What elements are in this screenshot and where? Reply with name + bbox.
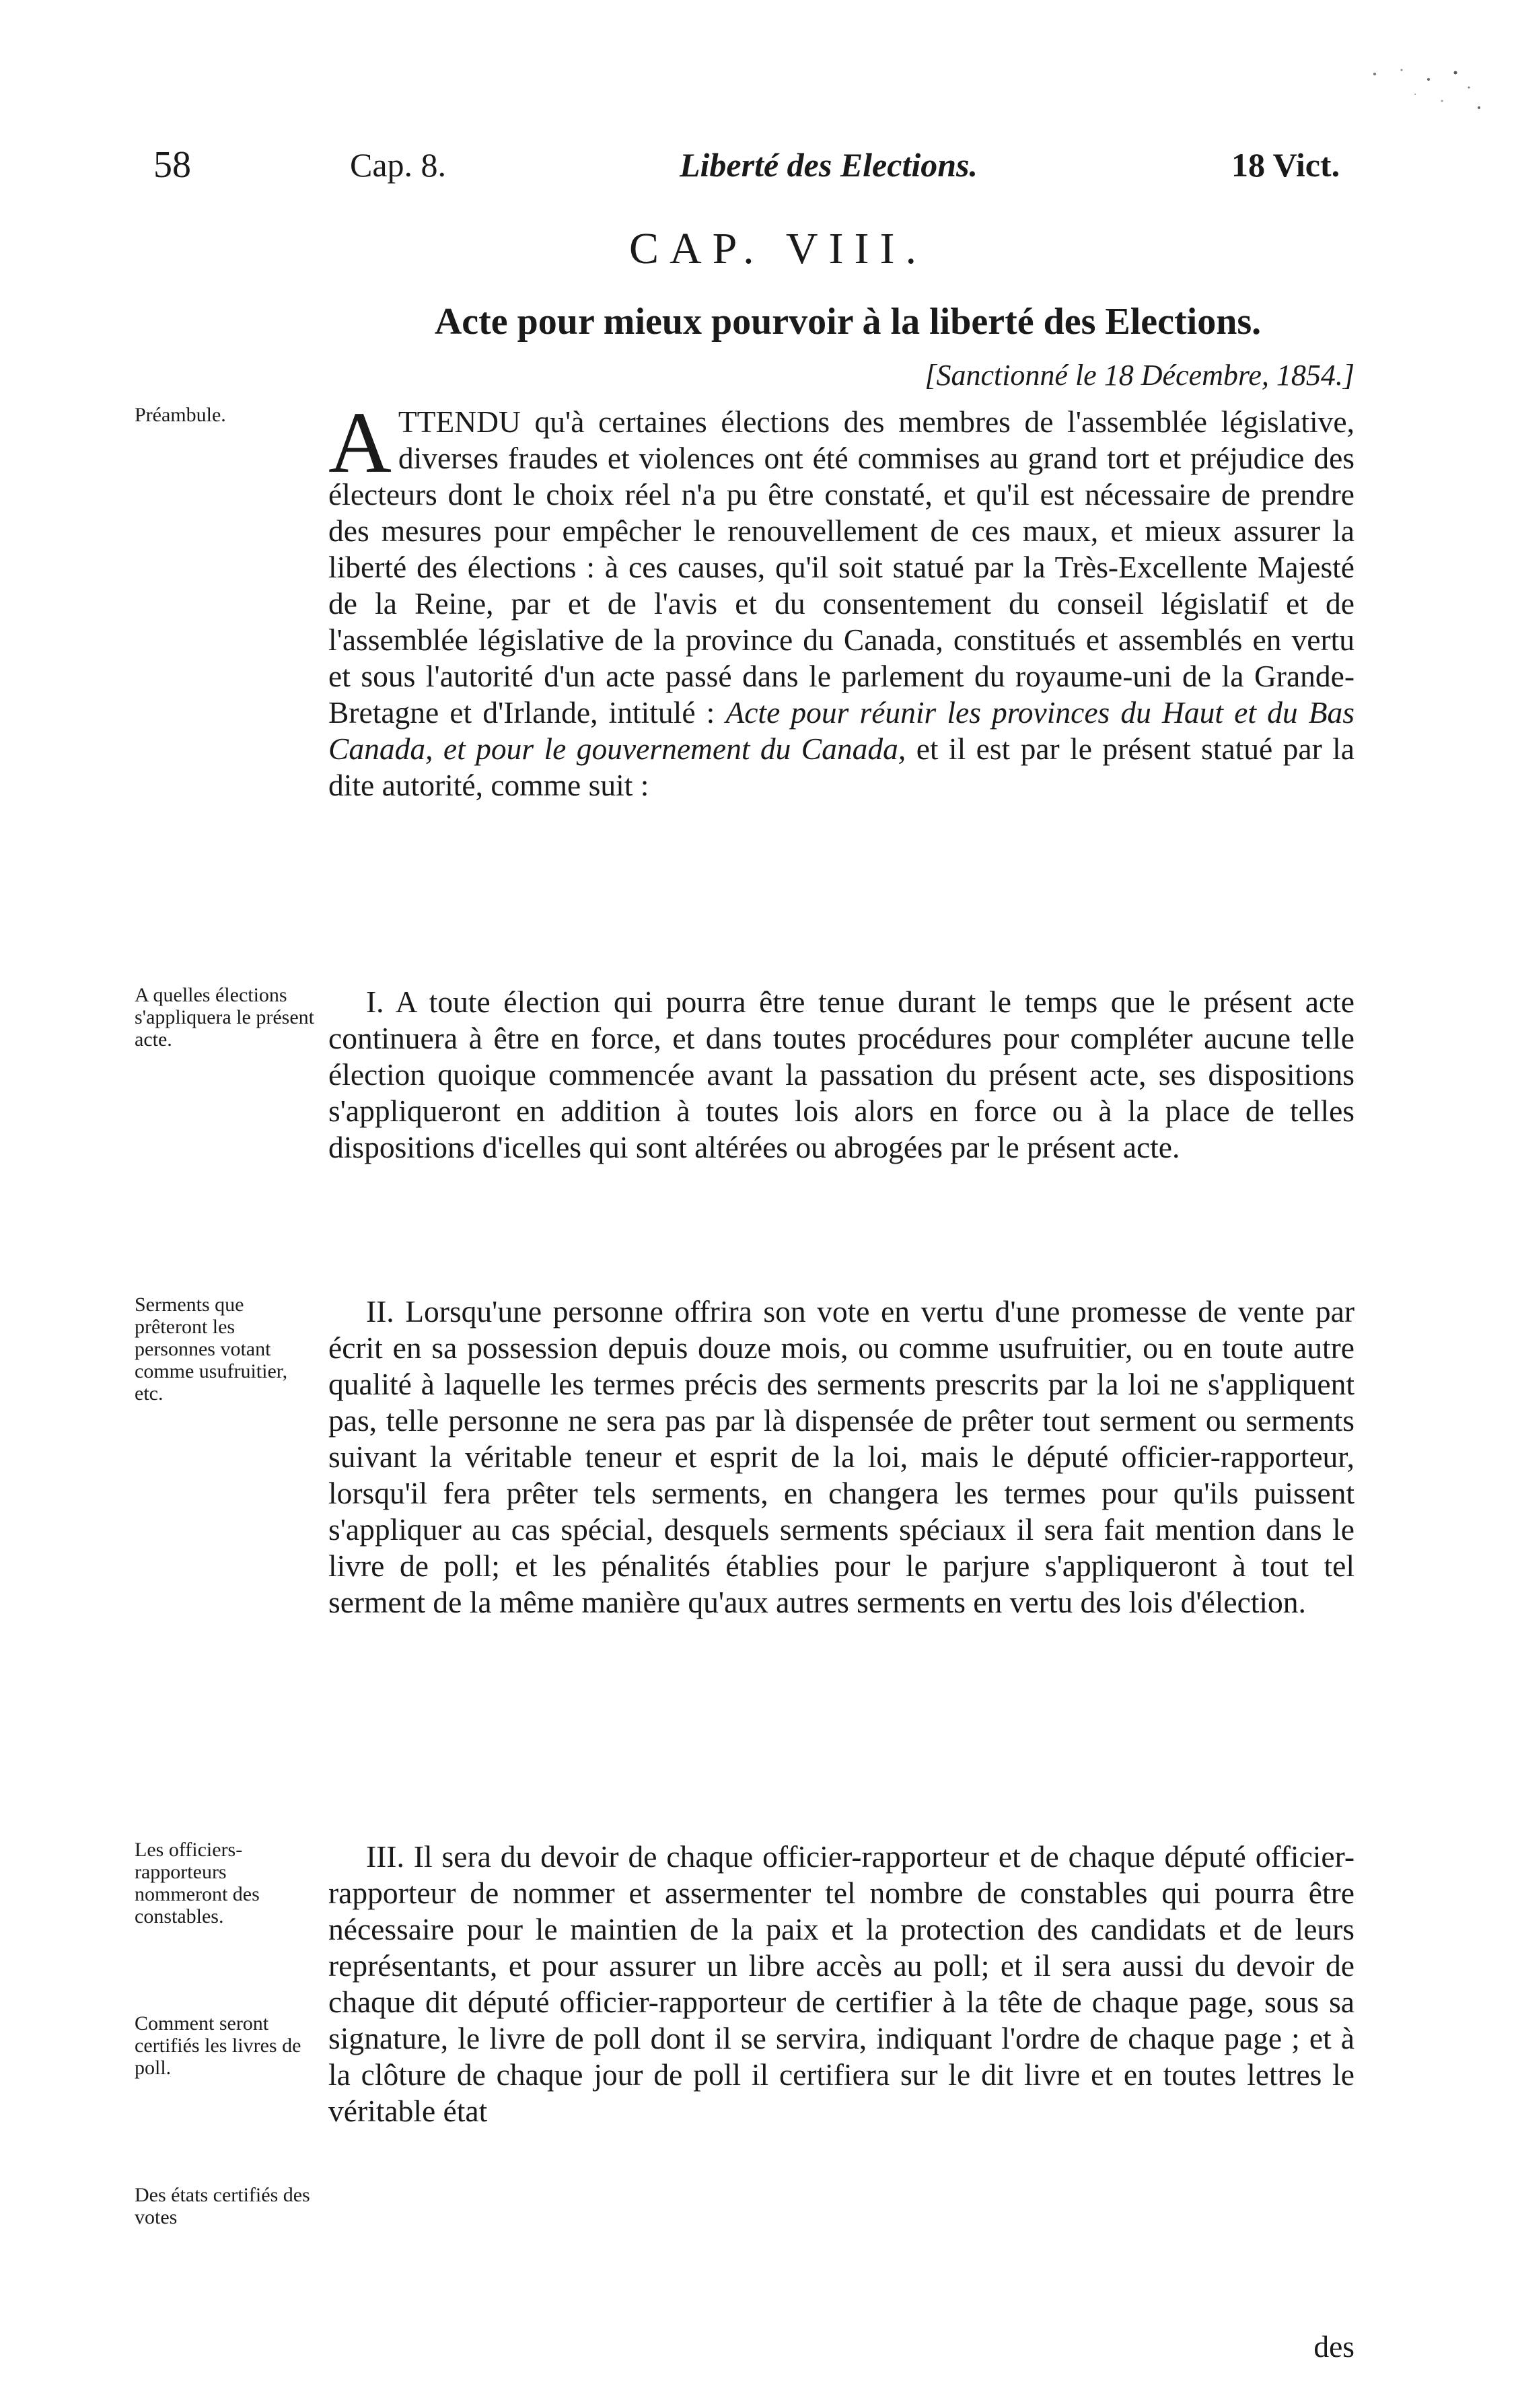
sanction-text: [Sanctionné le 18 Décembre, 1854.] (925, 359, 1355, 392)
margin-note-section-1: A quelles élections s'appliquera le présent acte. (135, 984, 314, 1051)
chapter-reference: Cap. 8. (350, 146, 447, 184)
margin-note-preamble: Préambule. (135, 404, 226, 426)
chapter-heading: CAP. VIII. (629, 224, 927, 273)
margin-note-section-3: Les officiers-rapporteurs nommeront des constables. (135, 1839, 260, 1927)
running-title: Liberté des Elections. (680, 146, 978, 184)
margin-note-vote-states: Des états certifiés des votes (135, 2184, 310, 2228)
margin-note-poll-books: Comment seront certifiés les livres de poll. (135, 2012, 301, 2079)
catchword: des (1313, 2329, 1355, 2364)
regnal-year: 18 Vict. (1231, 146, 1340, 184)
section-1 (328, 984, 1355, 1166)
section-3-text: III. Il sera du devoir de chaque officier-rapporteur et de chaque député officier-rapporteur de nommer et assermenter tel nombre de constables qui pourra être nécessaire pour le maintien de la paix et la protection des candidats et de leurs représentants, et pour assurer un libre accès au poll; et il sera aussi du devoir de chaque dit député officier-rapporteur de certifier à la tête de chaque page, sous sa signature, le livre de poll dont il se servira, indiquant l'ordre de chaque page ; et à la clôture de chaque jour de poll il certifiera sur le dit livre et en toutes lettres le véritable état (328, 1839, 1355, 2128)
section-1-text: I. A toute élection qui pourra être tenue durant le temps que le présent acte continuera à être en force, et dans toutes procédures pour compléter aucune telle élection quoique commencée avant la passation du présent acte, ses dispositions s'appliqueront en addition à toutes lois alors en force ou à la place de telles dispositions d'icelles qui sont altérées ou abrogées par le présent acte. (328, 985, 1355, 1164)
margin-note-section-2: Serments que prêteront les personnes votant comme usufruitier, etc. (135, 1294, 288, 1405)
section-3 (328, 1839, 1355, 2129)
preamble-closing: et il est par le présent statué par la dite autorité, comme suit : (328, 732, 1355, 802)
preamble (328, 394, 1355, 804)
page-number: 58 (153, 144, 191, 186)
preamble-text: TTENDU qu'à certaines élections des membres de l'assemblée législative, diverses fraudes et violences ont été commises au grand tort et préjudice des électeurs dont le choix réel n'a pu être constaté, et qu'il est nécessaire de prendre des mesures pour empêcher le renouvellement de ces maux, et mieux assurer la liberté des élections : à ces causes, qu'il soit statué par la Très-Excellente Majesté de la Reine, par et de l'avis et du consentement du conseil législatif et de l'assemblée législative de la province du Canada, constitués et assemblés en vertu et sous l'autorité d'un acte passé dans le parlement du royaume-uni de la Grande-Bretagne et d'Irlande, intitulé : (328, 404, 1355, 730)
act-title: Acte pour mieux pourvoir à la liberté des Elections. (434, 301, 1262, 343)
section-2-text: II. Lorsqu'une personne offrira son vote en vertu d'une promesse de vente par écrit en sa possession depuis douze mois, ou comme usufruitier, ou en toute autre qualité à laquelle les termes précis des serments prescrits par la loi ne s'appliquent pas, telle personne ne sera pas par là dispensée de prêter tout serment ou serments suivant la véritable teneur et esprit de la loi, mais le député officier-rapporteur, lorsqu'il fera prêter tels serments, en changera les termes pour qu'ils puissent s'appliquer au cas spécial, desquels serments spéciaux il sera fait mention dans le livre de poll; et les pénalités établies pour le parjure s'appliqueront à tout tel serment de la même manière qu'aux autres serments en vertu des lois d'élection. (328, 1294, 1355, 1619)
cited-act-title: Acte pour réunir les provinces du Haut et du Bas Canada, et pour le gouvernement du Canada, (328, 695, 1355, 766)
scan-specks-icon (1355, 61, 1489, 135)
drop-cap: A (328, 394, 392, 491)
section-2 (328, 1294, 1355, 1621)
sanction-date (925, 355, 1355, 396)
